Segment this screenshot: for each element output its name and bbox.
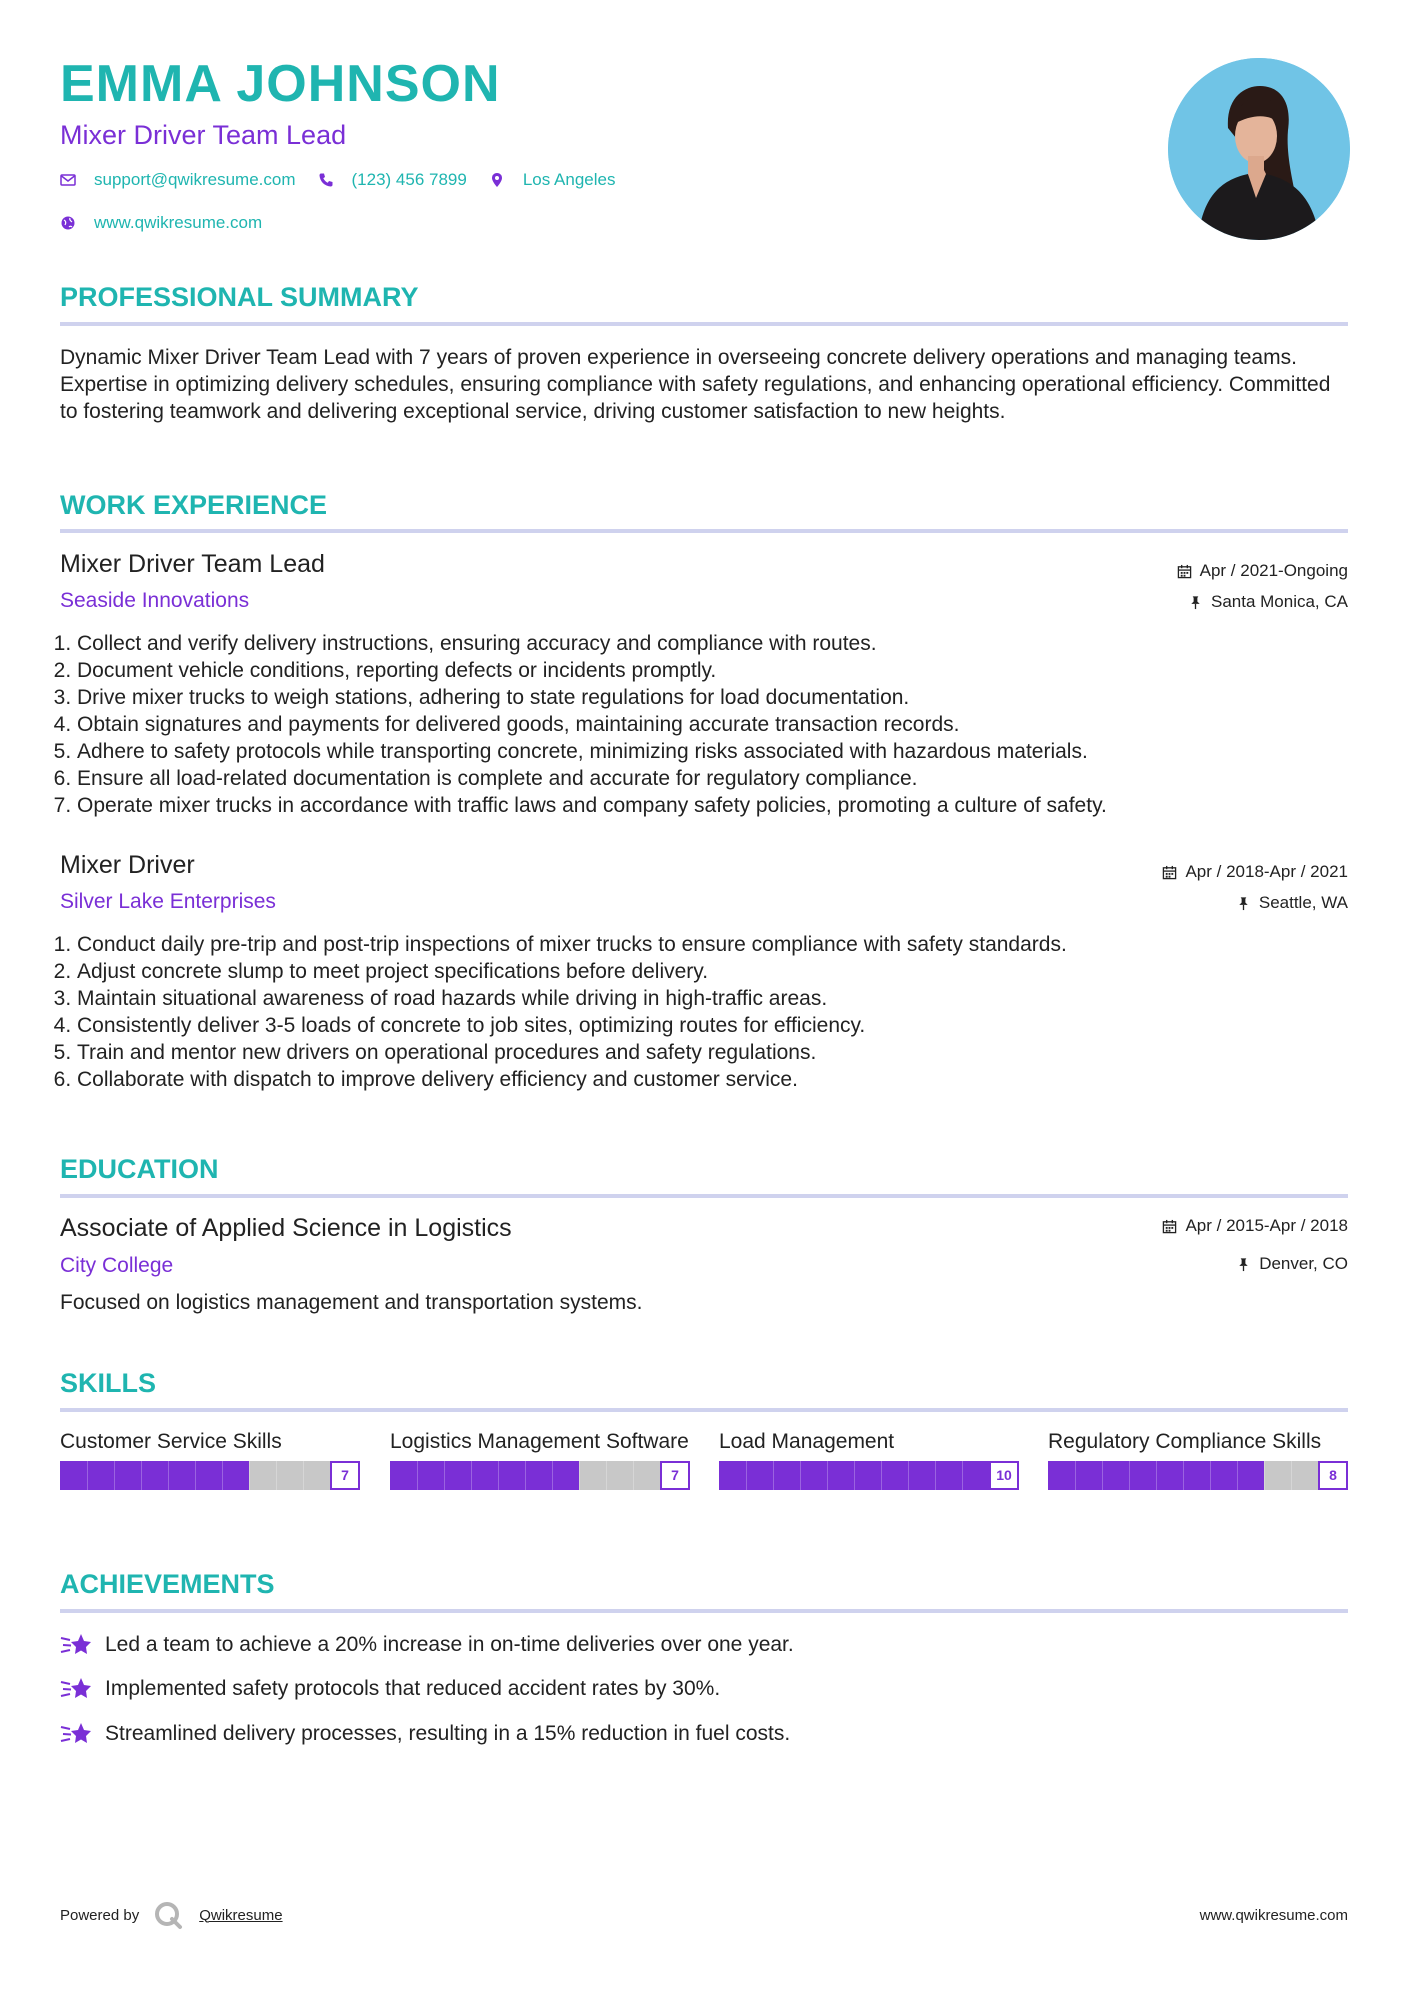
skill-bar-segment <box>1210 1461 1211 1490</box>
skill-bar-segment <box>1102 1461 1103 1490</box>
job-dates <box>1177 561 1348 581</box>
job-location <box>1236 893 1348 913</box>
education-location <box>1236 1254 1348 1274</box>
email-text: support@qwikresume.com <box>94 170 296 189</box>
skill-bar <box>60 1461 360 1490</box>
achievement-item <box>60 1721 790 1747</box>
skill-bar-segment <box>552 1461 553 1490</box>
job-dates-text: Apr / 2021-Ongoing <box>1199 561 1348 580</box>
education-school: City College <box>60 1254 174 1277</box>
calendar-icon <box>1162 1219 1177 1234</box>
education-description: Focused on logistics management and transportation systems. <box>60 1291 643 1314</box>
list-item: 5. Train and mentor new drivers on operational procedures and safety regulations. <box>77 1039 1347 1066</box>
skill-bar-segment <box>606 1461 607 1490</box>
skill-bar-segment <box>854 1461 855 1490</box>
skill-bar-segment <box>935 1461 936 1490</box>
skill-item <box>1048 1428 1348 1490</box>
skill-bar-fill <box>60 1461 249 1490</box>
contact-location <box>489 170 616 190</box>
skill-bar-segment <box>249 1461 250 1490</box>
skill-bar-segment <box>908 1461 909 1490</box>
contact-email[interactable] <box>60 170 296 190</box>
achievement-text: Streamlined delivery processes, resulting in a 15% reduction in fuel costs. <box>105 1722 791 1745</box>
skill-bar-segment <box>195 1461 196 1490</box>
skill-bar-segment <box>827 1461 828 1490</box>
education-degree: Associate of Applied Science in Logistics <box>60 1214 512 1242</box>
skills-divider <box>60 1408 1348 1412</box>
profile-photo <box>1168 58 1350 240</box>
shooting-star-icon <box>60 1721 92 1747</box>
skill-bar-segment <box>276 1461 277 1490</box>
skill-item <box>60 1428 360 1490</box>
skill-bar-segment <box>444 1461 445 1490</box>
globe-icon <box>60 215 76 231</box>
skill-bar-segment <box>1291 1461 1292 1490</box>
skill-bar-segment <box>1075 1461 1076 1490</box>
education-dates <box>1162 1216 1348 1236</box>
location-text: Los Angeles <box>522 170 616 189</box>
summary-text: Dynamic Mixer Driver Team Lead with 7 years of proven experience in overseeing concrete delivery operations and managing teams. Expertise in optimizing delivery schedules, ensuring compliance with safety regulations, and enhancing operational efficiency. Committed to fostering teamwork and delivering exceptional service, driving customer satisfaction to new heights. <box>60 346 1331 423</box>
skill-bar-segment <box>773 1461 774 1490</box>
skill-bar-segment <box>498 1461 499 1490</box>
skill-bar-segment <box>1264 1461 1265 1490</box>
avatar-illustration <box>1168 58 1350 240</box>
job-title: Mixer Driver Team Lead <box>60 550 325 578</box>
list-item: 3. Drive mixer trucks to weigh stations, adhering to state regulations for load documentation. <box>77 684 1347 711</box>
qwikresume-logo-icon <box>153 1900 183 1930</box>
job-duties-list <box>60 630 1347 819</box>
education-divider <box>60 1194 1348 1198</box>
achievements-divider <box>60 1609 1348 1613</box>
skill-name: Load Management <box>719 1430 895 1453</box>
map-pin-icon <box>489 172 505 188</box>
skill-bar <box>1048 1461 1348 1490</box>
skill-bar-segment <box>87 1461 88 1490</box>
skill-bar-segment <box>417 1461 418 1490</box>
job-title: Mixer Driver <box>60 851 195 879</box>
skill-bar-segment <box>1156 1461 1157 1490</box>
footer-website-link[interactable]: www.qwikresume.com <box>1199 1907 1348 1924</box>
list-item: 7. Operate mixer trucks in accordance with traffic laws and company safety policies, promoting a culture of safety. <box>77 792 1347 819</box>
skill-bar-segment <box>1183 1461 1184 1490</box>
job-dates-text: Apr / 2018-Apr / 2021 <box>1185 862 1348 881</box>
job-location <box>1188 592 1348 612</box>
job-location-text: Santa Monica, CA <box>1210 592 1348 611</box>
list-item: 1. Collect and verify delivery instructions, ensuring accuracy and compliance with routes. <box>77 630 1347 657</box>
list-item: 4. Obtain signatures and payments for delivered goods, maintaining accurate transaction records. <box>77 711 1347 738</box>
skill-bar-segment <box>579 1461 580 1490</box>
job-dates <box>1162 862 1348 882</box>
envelope-icon <box>60 172 76 188</box>
list-item: 6. Ensure all load-related documentation is complete and accurate for regulatory compliance. <box>77 765 1347 792</box>
contact-row-2 <box>60 213 284 233</box>
list-item: 5. Adhere to safety protocols while transporting concrete, minimizing risks associated with hazardous materials. <box>77 738 1347 765</box>
skill-item <box>390 1428 690 1490</box>
skill-bar-segment <box>168 1461 169 1490</box>
education-dates-text: Apr / 2015-Apr / 2018 <box>1185 1216 1348 1235</box>
achievement-item <box>60 1676 720 1702</box>
list-item: 4. Consistently deliver 3-5 loads of concrete to job sites, optimizing routes for efficiency. <box>77 1012 1347 1039</box>
pushpin-icon <box>1236 896 1251 911</box>
skill-level-badge: 8 <box>1318 1461 1348 1490</box>
skill-bar-segment <box>303 1461 304 1490</box>
job-location-text: Seattle, WA <box>1258 893 1348 912</box>
skill-bar-segment <box>222 1461 223 1490</box>
list-item: 6. Collaborate with dispatch to improve delivery efficiency and customer service. <box>77 1066 1347 1093</box>
footer-powered-by <box>60 1900 283 1930</box>
phone-text: (123) 456 7899 <box>351 170 467 189</box>
achievement-text: Led a team to achieve a 20% increase in on-time deliveries over one year. <box>105 1633 794 1656</box>
achievement-text: Implemented safety protocols that reduced accident rates by 30%. <box>105 1677 721 1700</box>
contact-phone[interactable] <box>318 170 467 190</box>
skill-item <box>719 1428 1019 1490</box>
shooting-star-icon <box>60 1632 92 1658</box>
candidate-role: Mixer Driver Team Lead <box>60 120 347 150</box>
skill-bar-segment <box>881 1461 882 1490</box>
skill-bar-segment <box>1129 1461 1130 1490</box>
skill-bar-fill <box>390 1461 579 1490</box>
experience-divider <box>60 529 1348 533</box>
skill-bar <box>390 1461 690 1490</box>
job-duties-list <box>60 931 1347 1093</box>
calendar-icon <box>1177 564 1192 579</box>
education-location-text: Denver, CO <box>1259 1254 1348 1273</box>
skill-name: Regulatory Compliance Skills <box>1048 1430 1322 1453</box>
list-item: 2. Document vehicle conditions, reporting defects or incidents promptly. <box>77 657 1347 684</box>
skill-level-badge: 7 <box>330 1461 360 1490</box>
contact-website[interactable] <box>60 213 262 233</box>
skill-level-badge: 10 <box>989 1461 1019 1490</box>
pushpin-icon <box>1188 595 1203 610</box>
skill-bar-segment <box>525 1461 526 1490</box>
list-item: 1. Conduct daily pre-trip and post-trip inspections of mixer trucks to ensure compliance with safety standards. <box>77 931 1347 958</box>
list-item: 2. Adjust concrete slump to meet project specifications before delivery. <box>77 958 1347 985</box>
footer-brand-link[interactable]: Qwikresume <box>199 1906 283 1924</box>
skill-bar <box>719 1461 1019 1490</box>
skill-bar-segment <box>471 1461 472 1490</box>
skill-name: Customer Service Skills <box>60 1430 282 1453</box>
skill-bar-segment <box>141 1461 142 1490</box>
calendar-icon <box>1162 865 1177 880</box>
pushpin-icon <box>1236 1257 1251 1272</box>
skill-bar-segment <box>114 1461 115 1490</box>
skill-level-badge: 7 <box>660 1461 690 1490</box>
summary-divider <box>60 322 1348 326</box>
experience-heading: WORK EXPERIENCE <box>60 490 328 520</box>
skills-heading: SKILLS <box>60 1368 157 1398</box>
powered-by-text: Powered by <box>60 1906 140 1924</box>
skill-name: Logistics Management Software <box>390 1430 689 1453</box>
achievements-heading: ACHIEVEMENTS <box>60 1569 275 1599</box>
contact-row <box>60 170 637 190</box>
website-text: www.qwikresume.com <box>94 213 263 232</box>
skill-bar-segment <box>962 1461 963 1490</box>
skill-bar-segment <box>1237 1461 1238 1490</box>
job-company: Silver Lake Enterprises <box>60 890 276 913</box>
shooting-star-icon <box>60 1676 92 1702</box>
skill-bar-segment <box>800 1461 801 1490</box>
achievement-item <box>60 1632 794 1658</box>
skill-bar-segment <box>633 1461 634 1490</box>
skill-bar-segment <box>746 1461 747 1490</box>
phone-icon <box>318 172 334 188</box>
job-company: Seaside Innovations <box>60 589 250 612</box>
list-item: 3. Maintain situational awareness of road hazards while driving in high-traffic areas. <box>77 985 1347 1012</box>
summary-heading: PROFESSIONAL SUMMARY <box>60 282 419 312</box>
education-heading: EDUCATION <box>60 1154 219 1184</box>
candidate-name: EMMA JOHNSON <box>60 55 501 113</box>
